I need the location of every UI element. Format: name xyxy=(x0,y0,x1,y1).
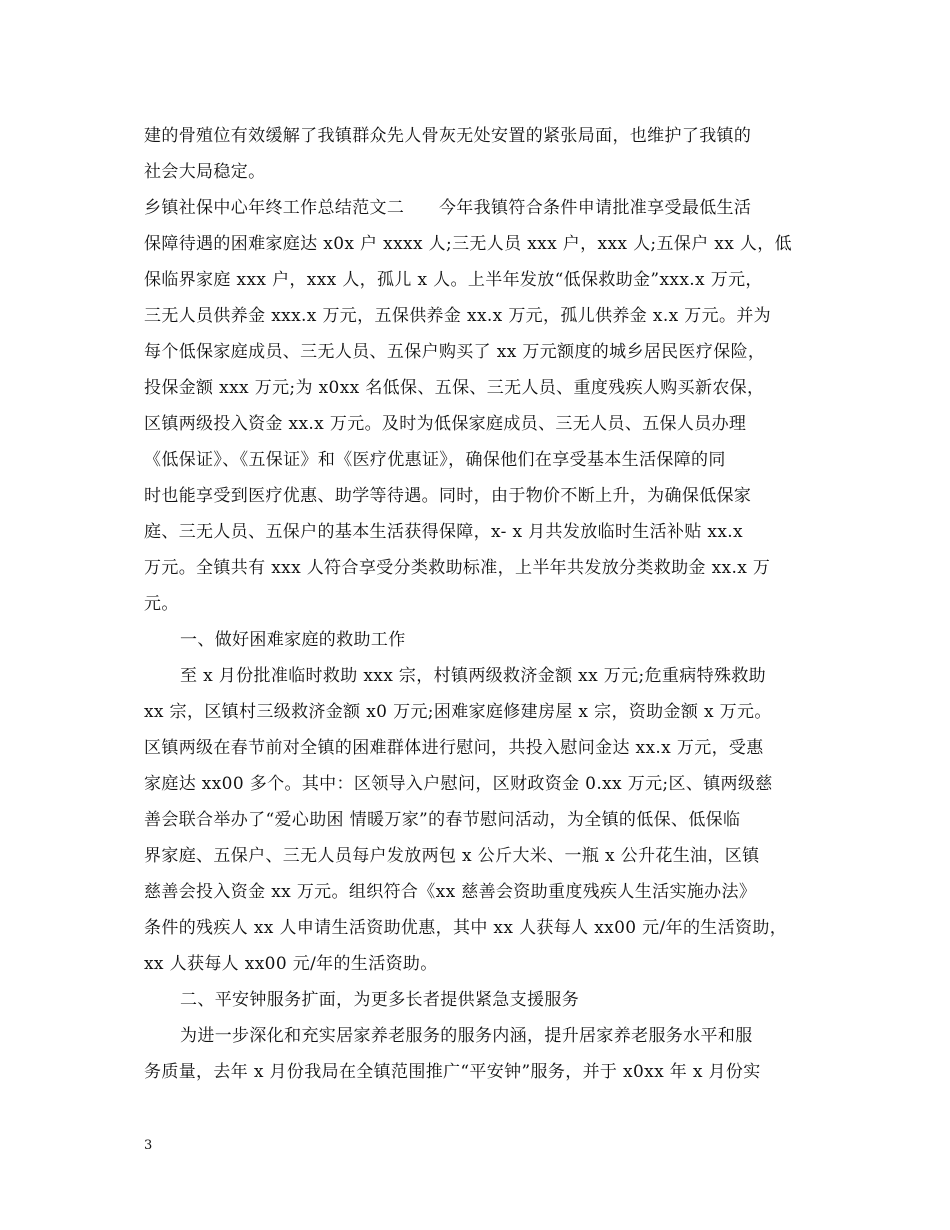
text-line: 保临界家庭 xxx 户，xxx 人，孤儿 x 人。上半年发放“低保救助金”xxx.x 万元， xyxy=(144,270,763,290)
text-line: 万元。全镇共有 xxx 人符合享受分类救助标准，上半年共发放分类救助金 xx.x 万 xyxy=(144,558,771,578)
text-line: 区镇两级投入资金 xx.x 万元。及时为低保家庭成员、三无人员、五保人员办理 xyxy=(144,414,747,434)
text-line: 元。 xyxy=(144,594,179,614)
text-line: 区镇两级在春节前对全镇的困难群体进行慰问，共投入慰问金达 xx.x 万元，受惠 xyxy=(144,738,764,758)
text-line: 家庭达 xx00 多个。其中：区领导入户慰问，区财政资金 0.xx 万元;区、镇两级慈 xyxy=(144,774,773,794)
text-line: 慈善会投入资金 xx 万元。组织符合《xx 慈善会资助重度残疾人生活实施办法》 xyxy=(144,882,757,902)
text-line: 为进一步深化和充实居家养老服务的服务内涵，提升居家养老服务水平和服 xyxy=(180,1026,753,1046)
text-line: xx 宗，区镇村三级救济金额 x0 万元;困难家庭修建房屋 x 宗，资助金额 x 万元。 xyxy=(144,702,772,722)
text-line: 时也能享受到医疗优惠、助学等待遇。同时，由于物价不断上升，为确保低保家 xyxy=(144,486,752,506)
section-heading: 二、平安钟服务扩面，为更多长者提供紧急支援服务 xyxy=(180,990,580,1010)
text-line: 建的骨殖位有效缓解了我镇群众先人骨灰无处安置的紧张局面，也维护了我镇的 xyxy=(144,126,752,146)
text-line: 务质量，去年 x 月份我局在全镇范围推广“平安钟”服务，并于 x0xx 年 x 月份实 xyxy=(144,1062,761,1082)
text-line: 乡镇社保中心年终工作总结范文二 今年我镇符合条件申请批准享受最低生活 xyxy=(144,198,752,218)
text-line: 庭、三无人员、五保户的基本生活获得保障，x- x 月共发放临时生活补贴 xx.x xyxy=(144,522,743,542)
section-heading: 一、做好困难家庭的救助工作 xyxy=(180,630,406,650)
text-line: 善会联合举办了“爱心助困 情暖万家”的春节慰问活动，为全镇的低保、低保临 xyxy=(144,810,741,830)
document-body xyxy=(144,118,814,1090)
text-line: 社会大局稳定。 xyxy=(144,162,266,182)
text-line: 三无人员供养金 xxx.x 万元，五保供养金 xx.x 万元，孤儿供养金 x.x 万元。并为 xyxy=(144,306,772,326)
text-line: xx 人获每人 xx00 元/年的生活资助。 xyxy=(144,954,438,974)
page-number: 3 xyxy=(144,1138,153,1153)
text-line: 《低保证》、《五保证》和《医疗优惠证》，确保他们在享受基本生活保障的同 xyxy=(144,450,726,470)
text-line: 投保金额 xxx 万元;为 x0xx 名低保、五保、三无人员、重度残疾人购买新农保， xyxy=(144,378,765,398)
text-line: 每个低保家庭成员、三无人员、五保户购买了 xx 万元额度的城乡居民医疗保险， xyxy=(144,342,766,362)
text-line: 界家庭、五保户、三无人员每户发放两包 x 公斤大米、一瓶 x 公升花生油，区镇 xyxy=(144,846,760,866)
text-line: 至 x 月份批准临时救助 xxx 宗，村镇两级救济金额 xx 万元;危重病特殊救助 xyxy=(180,666,767,686)
text-line: 保障待遇的困难家庭达 x0x 户 xxxx 人;三无人员 xxx 户，xxx 人;五保户 xx 人，低 xyxy=(144,234,792,254)
text-line: 条件的残疾人 xx 人申请生活资助优惠，其中 xx 人获每人 xx00 元/年的生活资助， xyxy=(144,918,788,938)
